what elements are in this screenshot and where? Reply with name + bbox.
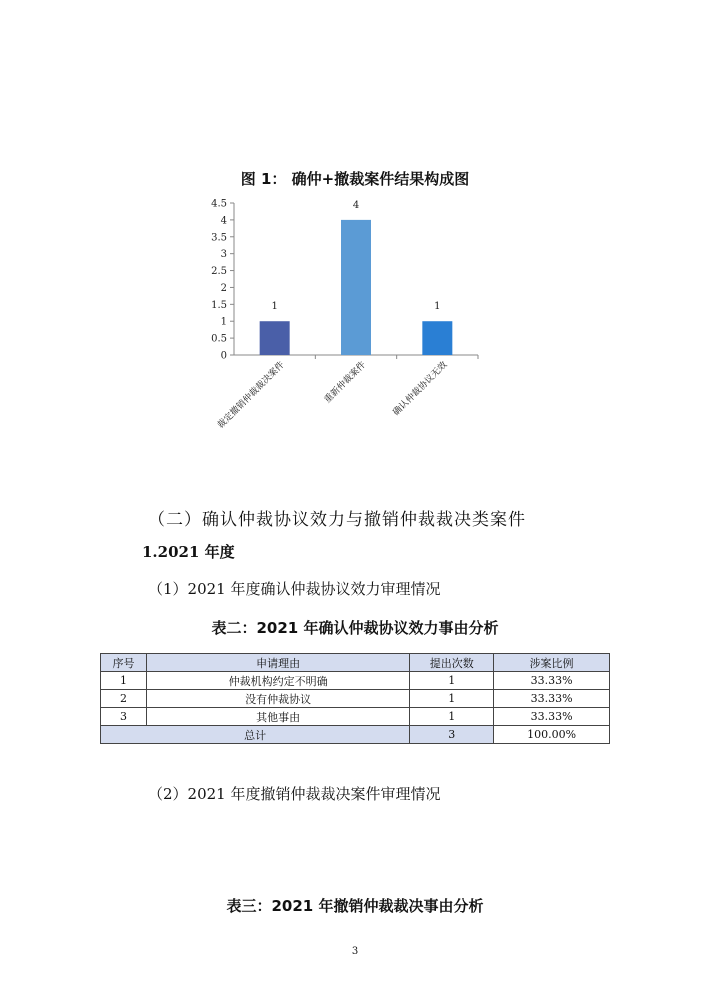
- category-label: 确认仲裁协议无效: [391, 360, 450, 419]
- table-cell: 其他事由: [146, 708, 409, 726]
- table-cell: 1: [101, 672, 147, 690]
- bar: [422, 321, 452, 355]
- table-row: [101, 672, 610, 690]
- y-tick-label: 1: [220, 316, 227, 328]
- y-tick-label: 3.5: [211, 232, 227, 244]
- table-header-row: [101, 654, 610, 672]
- table-cell: 1: [410, 672, 494, 690]
- table-cell: 2: [101, 690, 147, 708]
- header-cell: 申请理由: [146, 654, 409, 672]
- table-total-row: [101, 726, 610, 744]
- table-cell: 1: [410, 708, 494, 726]
- data-label: 4: [352, 199, 360, 211]
- page-number: 3: [351, 946, 359, 957]
- header-cell: 提出次数: [410, 654, 494, 672]
- bar-chart: [190, 195, 490, 455]
- sub-heading-2: （2）2021 年度撤销仲裁裁决案件审理情况: [148, 785, 441, 803]
- total-ratio: 100.00%: [494, 726, 610, 744]
- y-tick-label: 0: [220, 350, 227, 362]
- y-tick-label: 2.5: [211, 266, 227, 278]
- y-tick-label: 4: [220, 215, 227, 227]
- table3-title: 表三：2021 年撤销仲裁裁决事由分析: [226, 897, 484, 915]
- sub-heading-1: （1）2021 年度确认仲裁协议效力审理情况: [148, 580, 441, 598]
- table-cell: 33.33%: [494, 708, 610, 726]
- section-heading: （二）确认仲裁协议效力与撤销仲裁裁决类案件: [148, 510, 526, 530]
- category-label: 重新仲裁案件: [322, 360, 369, 406]
- y-tick-label: 3: [220, 249, 227, 261]
- y-tick-label: 0.5: [211, 333, 227, 345]
- category-label: 裁定撤销仲裁裁决案件: [216, 360, 287, 431]
- table2-title: 表二：2021 年确认仲裁协议效力事由分析: [211, 619, 499, 637]
- table-row: [101, 708, 610, 726]
- y-tick-label: 2: [220, 282, 227, 294]
- y-tick-label: 4.5: [211, 198, 227, 210]
- chart-title: 图 1： 确仲+撤裁案件结果构成图: [240, 170, 470, 188]
- header-cell: 序号: [101, 654, 147, 672]
- table-cell: 3: [101, 708, 147, 726]
- data-label: 1: [271, 301, 278, 313]
- table-cell: 33.33%: [494, 672, 610, 690]
- y-tick-label: 1.5: [211, 299, 227, 311]
- table2: [100, 653, 610, 744]
- table-cell: 没有仲裁协议: [146, 690, 409, 708]
- table-cell: 1: [410, 690, 494, 708]
- table-row: [101, 690, 610, 708]
- table-cell: 33.33%: [494, 690, 610, 708]
- year-heading: 1.2021 年度: [142, 543, 235, 561]
- header-cell: 涉案比例: [494, 654, 610, 672]
- total-count: 3: [410, 726, 494, 744]
- bar: [260, 321, 290, 355]
- total-label: 总计: [101, 726, 410, 744]
- bar: [341, 220, 371, 355]
- table-cell: 仲裁机构约定不明确: [146, 672, 409, 690]
- data-label: 1: [434, 301, 441, 313]
